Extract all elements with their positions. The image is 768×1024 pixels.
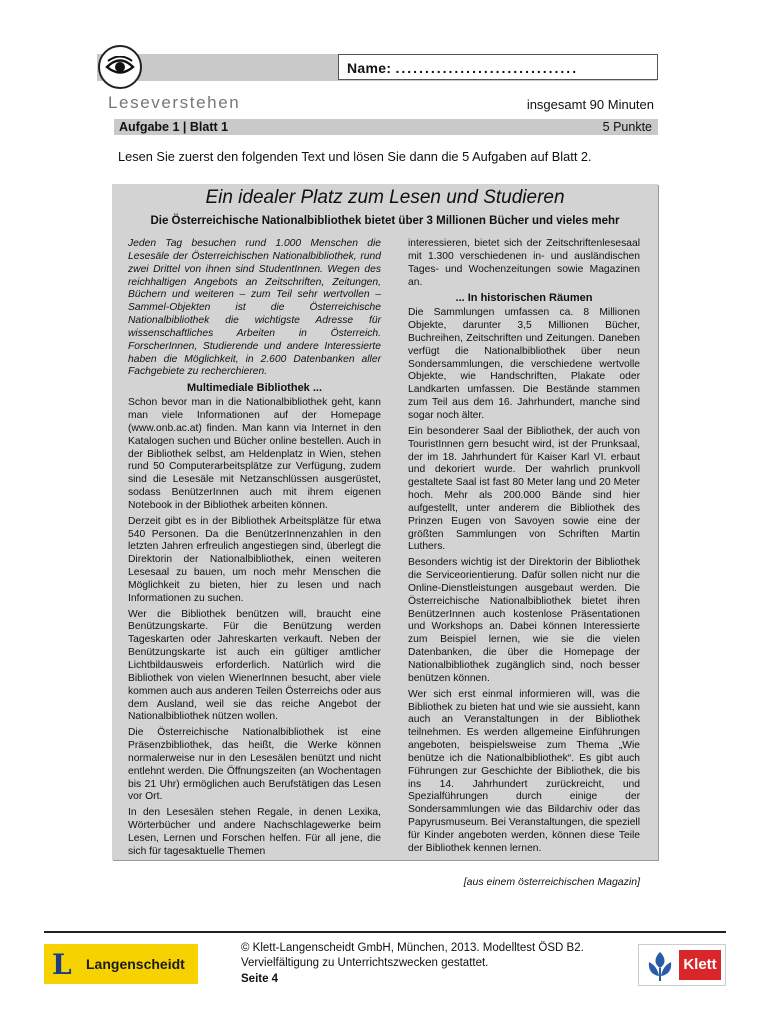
paragraph: Wer die Bibliothek benützen will, braucht eine Benützungskarte. Für die Benützung werden Tageskarten oder Jahreskarten verkauft. Neben der Benützungskarte ist auch ein gültiger amtlicher Lichtbildausweis erforderlich. Natürlich wird die Bibliothek von vielen WienerInnen besucht, aber viele kommen auch aus anderen Teilen Österreichs oder aus dem Ausland, weil sie das reiche Angebot der Nationalbibliothek nützen wollen.	[128, 608, 381, 723]
copyright-text	[241, 941, 584, 970]
paragraph: Die Sammlungen umfassen ca. 8 Millionen Objekte, darunter 3,5 Millionen Bücher, Buchreihen, Zeitschriften und Zeitungen. Daneben verfügt die Nationalbibliothek über neun Sondersammlungen, die verschiedene wertvolle Objekte, wie Handschriften, Plakate oder Landkarten umfassen. Die Bestände stammen zum Teil aus dem 16. Jahrhundert, manche sind sogar noch älter.	[408, 307, 640, 421]
section-heading: ... In historischen Räumen	[455, 292, 593, 305]
eye-icon	[98, 45, 142, 89]
article-title: Ein idealer Platz zum Lesen und Studieren	[205, 187, 565, 208]
paragraph: Derzeit gibt es in der Bibliothek Arbeitsplätze für etwa 540 Personen. Da die BenützerInnenzahlen in den letzten Jahren erfreulich angestiegen sind, überlegt die Direktorin der Nationalbibliothek, einen weiteren Lesesaal zu bauen, um noch mehr Menschen die Möglichkeit zu bieten, hier zu lesen und nach Informationen zu suchen.	[128, 515, 381, 604]
points: 5 Punkte	[602, 120, 652, 134]
article-subtitle: Die Österreichische Nationalbibliothek bietet über 3 Millionen Bücher und vieles mehr	[150, 215, 620, 227]
paragraph: Ein besonderer Saal der Bibliothek, der auch von TouristInnen gern besucht wird, ist der Prunksaal, der im 18. Jahrhundert für Kaiser Karl VI. erbaut und dekoriert wurde. Der wahrlich prunkvoll gestaltete Saal ist fast 80 Meter lang und 20 Meter hoch. Mehr als 200.000 Bände sind hier aufgestellt, unter anderem die Bibliothek des Prinzen Eugen von Savoyen sowie eine der größten Sammlungen von Schriften Martin Luthers.	[408, 425, 640, 553]
task-label: Aufgabe 1 | Blatt 1	[119, 120, 229, 134]
section-title: Leseverstehen	[108, 93, 241, 112]
paragraph: Wer sich erst einmal informieren will, was die Bibliothek zu bieten hat und wie sie aussieht, kann auch an Veranstaltungen in der Bibliothek teilnehmen. Es werden allgemeine Einführungen angeboten, beispielsweise zum Thema „Wie benütze ich die Nationalbibliothek“. Es gibt auch Führungen zur Geschichte der Bibliothek, die bis ins 14. Jahrhundert zurückreicht, und Spezialführungen durch einige der Sondersammlungen wie das Bildarchiv oder das Papyrusmuseum. Bei Veranstaltungen, die speziell für Kinder angeboten werden, können diese Teile der Bibliothek kennen lernen.	[408, 688, 640, 854]
total-time: insgesamt 90 Minuten	[526, 97, 654, 112]
article-column-left	[128, 238, 381, 862]
copyright-line: Vervielfältigung zu Unterrichtszwecken gestattet.	[241, 956, 489, 969]
klett-mark-icon	[645, 950, 675, 982]
copyright-line: © Klett-Langenscheidt GmbH, München, 2013. Modelltest ÖSD B2.	[241, 942, 584, 954]
klett-wordmark: Klett	[679, 950, 721, 980]
klett-logo	[638, 944, 726, 986]
article-card	[112, 184, 658, 860]
langenscheidt-wordmark: Langenscheidt	[86, 956, 185, 972]
name-field[interactable]	[338, 54, 658, 80]
footer-divider	[44, 931, 726, 933]
page-number: Seite 4	[241, 973, 279, 985]
langenscheidt-letter: L	[52, 948, 72, 981]
source-note: [aus einem österreichischen Magazin]	[463, 876, 640, 888]
paragraph: interessieren, bietet sich der Zeitschriftenlesesaal mit 1.300 verschiedenen in- und ausländischen Tages- und Wochenzeitungen sowie Magazinen an.	[408, 238, 640, 288]
article-intro: Jeden Tag besuchen rund 1.000 Menschen die Lesesäle der Österreichischen Nationalbibliothek, rund zwei Drittel von ihnen sind StudentInnen. Wegen des reichhaltigen Angebots an Zeitschriften, Zeitungen, Büchern und weiteren – zum Teil sehr wertvollen – Sammel-Objekten ist die Österreichische Nationalbibliothek die wichtigste Adresse für wissenschaftliches Arbeiten in Österreich. ForscherInnen, Studierende und andere Interessierte haben die Möglichkeit, in 2.600 Datenbanken aller Fachgebiete zu recherchieren.	[128, 238, 381, 378]
paragraph: Schon bevor man in die Nationalbibliothek geht, kann man viele Informationen auf der Homepage (www.onb.ac.at) finden. Man kann via Internet in den Katalogen suchen und Bücher online bestellen. Auch in der Bibliothek selbst, am Heldenplatz in Wien, stehen rund 50 Computerarbeitsplätze zur Verfügung, zudem sind die Lesesäle mit Netzanschlüssen ausgerüstet, sodass BenützerInnen auch mit ihrem eigenen Notebook in der Bibliothek arbeiten können.	[128, 397, 381, 511]
langenscheidt-logo	[44, 944, 198, 984]
paragraph: Besonders wichtig ist der Direktorin der Bibliothek die Serviceorientierung. Dafür sollen nicht nur die Online-Dienstleistungen ausgebaut werden. Die Österreichische Nationalbibliothek bietet ihren BenützerInnen auch kostenlose Präsentationen und Workshops an. Dabei können Interessierte zum Beispiel lernen, wie sie die vielen Datenbanken, die über die Homepage der Nationalbibliothek zugänglich sind, noch besser benützen können.	[408, 557, 640, 684]
article-column-right	[408, 238, 640, 859]
section-heading: Multimediale Bibliothek ...	[186, 382, 323, 395]
instruction-text: Lesen Sie zuerst den folgenden Text und lösen Sie dann die 5 Aufgaben auf Blatt 2.	[118, 149, 592, 164]
task-bar	[114, 119, 658, 135]
paragraph: In den Lesesälen stehen Regale, in denen Lexika, Wörterbücher und andere Nachschlagewerke beim Lesen, Lernen und Forschen helfen. Für all jene, die sich für tagesaktuelle Themen	[128, 807, 381, 857]
name-dots: ...............................	[395, 60, 579, 76]
name-label: Name:	[347, 60, 392, 76]
paragraph: Die Österreichische Nationalbibliothek ist eine Präsenzbibliothek, das heißt, die Werke können normalerweise nur in den Lesesälen benützt und nicht entlehnt werden. Die Öffnungszeiten (an Wochentagen bis 21 Uhr) ermöglichen auch Berufstätigen das Lesen vor Ort.	[128, 727, 381, 803]
